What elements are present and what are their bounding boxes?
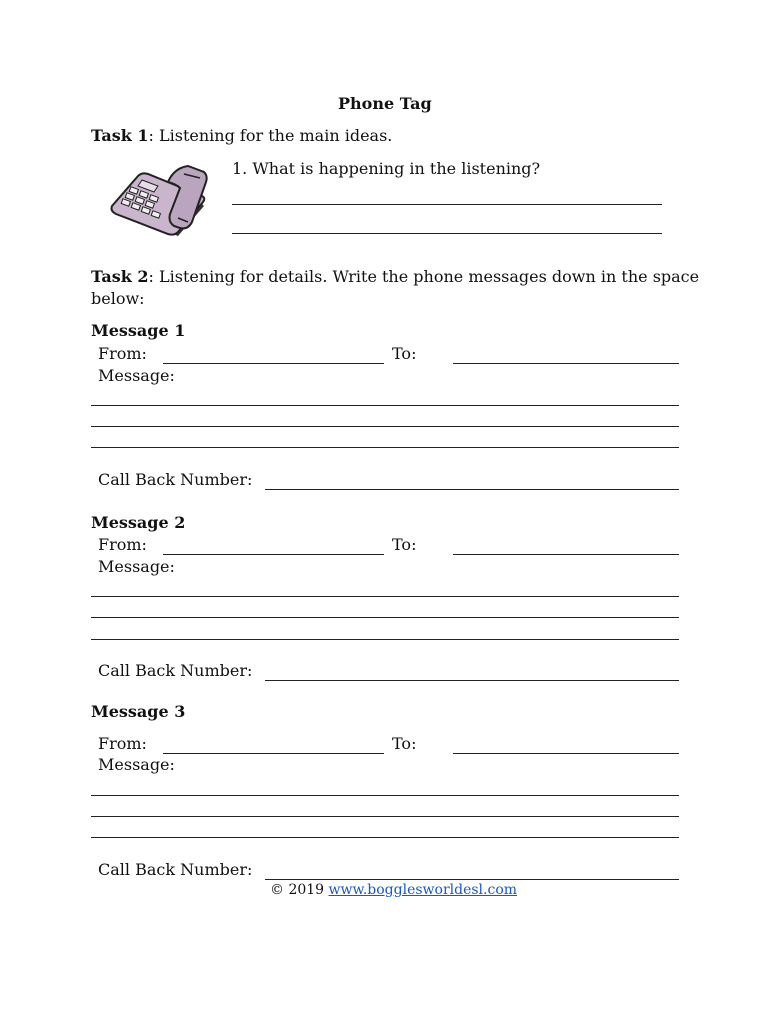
message-line	[91, 816, 679, 817]
message-line	[91, 405, 679, 406]
footer	[270, 883, 517, 897]
website-link[interactable]: www.bogglesworldesl.com	[328, 882, 518, 898]
from-line	[163, 753, 384, 754]
task2-heading	[91, 269, 699, 285]
callback-label: Call Back Number:	[98, 661, 253, 680]
message-line	[91, 447, 679, 448]
to-label: To:	[392, 734, 417, 753]
callback-label: Call Back Number:	[98, 470, 253, 489]
message-2-heading: Message 2	[91, 513, 186, 532]
page-title: Phone Tag	[338, 94, 432, 113]
copyright-text: © 2019	[270, 882, 325, 898]
task1-text: : Listening for the main ideas.	[148, 126, 393, 145]
to-line	[453, 554, 679, 555]
message-label: Message:	[98, 366, 175, 385]
message-label: Message:	[98, 557, 175, 576]
task2-label: Task 2	[91, 267, 149, 286]
to-line	[453, 363, 679, 364]
telephone-icon	[108, 162, 208, 240]
callback-line	[265, 879, 679, 880]
message-label: Message:	[98, 755, 175, 774]
from-label: From:	[98, 535, 147, 554]
task1-label: Task 1	[91, 126, 149, 145]
message-line	[91, 837, 679, 838]
task2-text-cont: below:	[91, 289, 145, 308]
message-3-heading: Message 3	[91, 702, 186, 721]
message-line	[91, 639, 679, 640]
from-label: From:	[98, 344, 147, 363]
to-label: To:	[392, 535, 417, 554]
to-label: To:	[392, 344, 417, 363]
callback-line	[265, 489, 679, 490]
callback-line	[265, 680, 679, 681]
answer-line	[232, 233, 662, 234]
from-line	[163, 363, 384, 364]
message-line	[91, 426, 679, 427]
message-line	[91, 795, 679, 796]
task2-text: : Listening for details. Write the phone messages down in the space	[148, 267, 700, 286]
to-line	[453, 753, 679, 754]
from-line	[163, 554, 384, 555]
message-line	[91, 617, 679, 618]
callback-label: Call Back Number:	[98, 860, 253, 879]
task1-heading	[91, 128, 392, 144]
message-line	[91, 596, 679, 597]
answer-line	[232, 204, 662, 205]
from-label: From:	[98, 734, 147, 753]
message-1-heading: Message 1	[91, 321, 186, 340]
task1-question: 1. What is happening in the listening?	[232, 159, 541, 178]
